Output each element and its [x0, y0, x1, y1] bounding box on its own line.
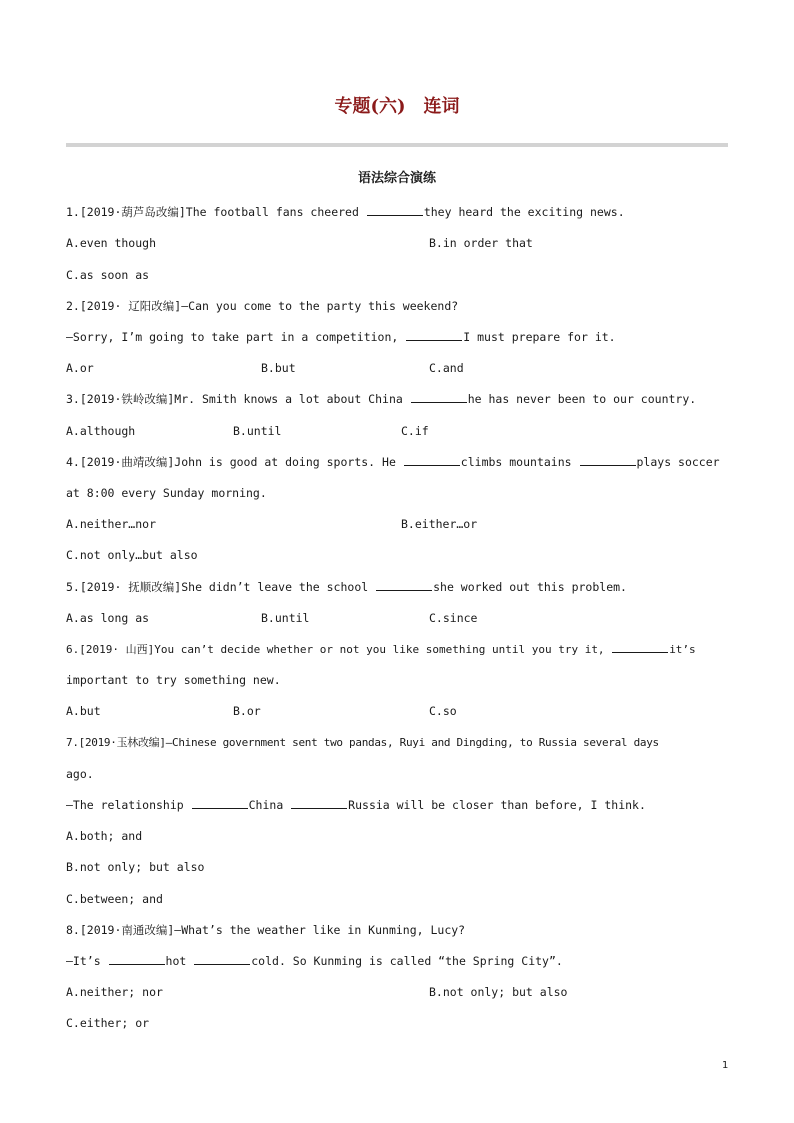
question-4-stem: [66, 454, 720, 470]
answer-blank: [367, 204, 423, 216]
question-7-text-end: Russia will be closer than before, I think.: [348, 798, 646, 812]
question-7-stem: 7.[2019·玉林改编]—Chinese government sent two pandas, Ruyi and Dingding, to Russia several days: [66, 736, 659, 749]
q3-option-c: C.if: [401, 424, 429, 438]
question-7-text: —The relationship: [66, 798, 191, 812]
q8-option-a: A.neither; nor: [66, 985, 163, 999]
answer-blank: [376, 579, 432, 591]
question-1-text: 1.[2019·葫芦岛改编]The football fans cheered: [66, 205, 366, 219]
q6-option-a: A.but: [66, 704, 101, 718]
question-8-text-end: cold. So Kunming is called “the Spring City”.: [251, 954, 563, 968]
answer-blank: [291, 797, 347, 809]
question-1-stem: [66, 204, 625, 220]
question-5-stem: [66, 579, 627, 595]
question-6-text: 6.[2019· 山西]You can’t decide whether or not you like something until you try it,: [66, 643, 612, 656]
question-6-stem-cont: important to try something new.: [66, 673, 281, 687]
question-4-text-end: plays soccer: [636, 455, 720, 469]
answer-blank: [194, 953, 250, 965]
answer-blank: [404, 454, 460, 466]
question-8-stem: 8.[2019·南通改编]—What’s the weather like in Kunming, Lucy?: [66, 923, 466, 937]
page-title: 专题(六) 连词: [334, 96, 460, 117]
q1-option-a: A.even though: [66, 236, 157, 250]
question-3-stem: [66, 391, 696, 407]
question-2-text-end: I must prepare for it.: [463, 330, 616, 344]
q5-option-c: C.since: [429, 611, 478, 625]
q4-option-a: A.neither…nor: [66, 517, 157, 531]
q4-option-b: B.either…or: [401, 517, 478, 531]
q7-option-c: C.between; and: [66, 892, 163, 906]
q7-option-b: B.not only; but also: [66, 860, 205, 874]
q3-option-b: B.until: [233, 424, 282, 438]
question-1-text-end: they heard the exciting news.: [423, 205, 625, 219]
question-6-stem: [66, 641, 696, 658]
question-7-reply: [66, 797, 646, 813]
answer-blank: [580, 454, 636, 466]
question-4-text: 4.[2019·曲靖改编]John is good at doing sports. He: [66, 455, 403, 469]
page-number: 1: [722, 1060, 729, 1071]
question-4-stem-cont: at 8:00 every Sunday morning.: [66, 486, 267, 500]
question-2-reply: [66, 329, 616, 345]
answer-blank: [192, 797, 248, 809]
q7-option-a: A.both; and: [66, 829, 143, 843]
q4-option-c: C.not only…but also: [66, 548, 198, 562]
q5-option-b: B.until: [261, 611, 310, 625]
q5-option-a: A.as long as: [66, 611, 150, 625]
answer-blank: [109, 953, 165, 965]
question-8-text-mid: hot: [165, 954, 194, 968]
question-2-text: —Sorry, I’m going to take part in a competition,: [66, 330, 406, 344]
answer-blank: [411, 391, 467, 403]
answer-blank: [406, 329, 462, 341]
q8-option-b: B.not only; but also: [429, 985, 568, 999]
question-5-text: 5.[2019· 抚顺改编]She didn’t leave the school: [66, 580, 376, 594]
title-divider: [66, 143, 728, 147]
q8-option-c: C.either; or: [66, 1016, 150, 1030]
question-7-text-mid: China: [248, 798, 291, 812]
q6-option-c: C.so: [429, 704, 457, 718]
question-7-stem-cont: ago.: [66, 767, 94, 781]
q1-option-b: B.in order that: [429, 236, 533, 250]
q6-option-b: B.or: [233, 704, 261, 718]
question-8-text: —It’s: [66, 954, 108, 968]
answer-blank: [612, 641, 668, 653]
question-4-text-mid: climbs mountains: [460, 455, 579, 469]
question-8-reply: [66, 953, 563, 969]
q2-option-a: A.or: [66, 361, 94, 375]
question-3-text-end: he has never been to our country.: [467, 392, 697, 406]
question-3-text: 3.[2019·铁岭改编]Mr. Smith knows a lot about China: [66, 392, 410, 406]
q1-option-c: C.as soon as: [66, 268, 150, 282]
question-5-text-end: she worked out this problem.: [433, 580, 627, 594]
q2-option-c: C.and: [429, 361, 464, 375]
q3-option-a: A.although: [66, 424, 136, 438]
question-6-text-end: it’s: [669, 643, 696, 656]
section-heading: 语法综合演练: [357, 171, 436, 186]
question-2-stem: 2.[2019· 辽阳改编]—Can you come to the party this weekend?: [66, 299, 459, 313]
q2-option-b: B.but: [261, 361, 296, 375]
